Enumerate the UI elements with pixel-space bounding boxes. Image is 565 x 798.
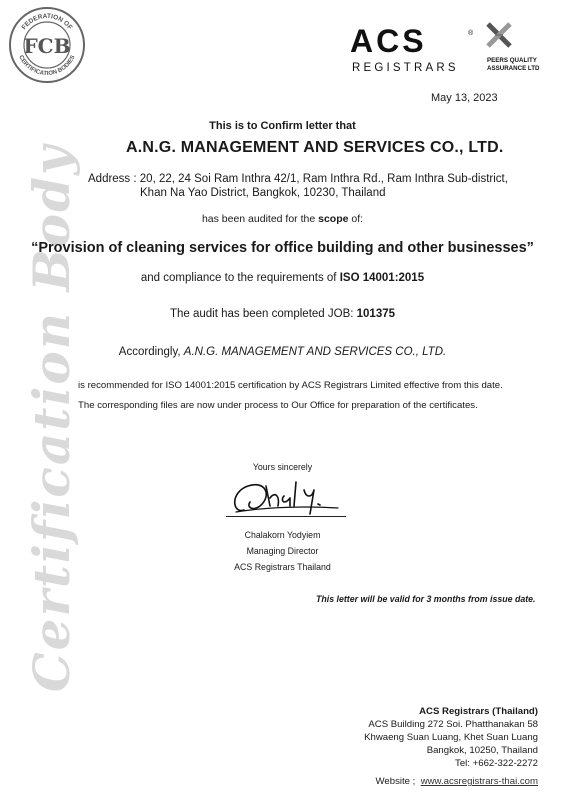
seal-monogram: FCB: [23, 34, 71, 58]
footer-company-name: ACS Registrars (Thailand): [419, 706, 538, 717]
footer-address-line-1: ACS Building 272 Soi. Phatthanakan 58: [368, 719, 538, 730]
address-line-1: Address : 20, 22, 24 Soi Ram Inthra 42/1, Ram Inthra Rd., Ram Inthra Sub-district,: [88, 173, 508, 185]
corresponding-files-text: The corresponding files are now under process to Our Office for preparation of the certificates.: [78, 400, 478, 411]
fcb-seal-logo: [8, 6, 86, 84]
signature-image: [226, 474, 346, 518]
signature-line: [226, 516, 346, 517]
confirm-heading: This is to Confirm letter that: [209, 120, 356, 132]
footer-address-line-2: Khwaeng Suan Luang, Khet Suan Luang: [364, 732, 538, 743]
recommendation-text: is recommended for ISO 14001:2015 certification by ACS Registrars Limited effective from this date.: [78, 380, 503, 391]
logo-registered-mark: ®: [468, 30, 474, 37]
certification-body-watermark: Certification Body: [22, 143, 81, 693]
audited-prefix: has been audited for the: [201, 213, 319, 225]
accordingly-statement: [0, 346, 565, 358]
accord-company: A.N.G. MANAGEMENT AND SERVICES CO., LTD.: [183, 346, 447, 358]
logo-tagline-1: PEERS QUALITY: [487, 57, 537, 64]
compliance-prefix: and compliance to the requirements of: [140, 272, 340, 284]
job-statement: [0, 308, 565, 320]
job-number: 101375: [356, 308, 396, 320]
logo-cross-icon: [488, 24, 510, 46]
footer-website-link[interactable]: www.acsregistrars-thai.com: [420, 776, 538, 787]
logo-tagline-2: ASSURANCE LTD: [487, 65, 540, 72]
footer-telephone: Tel: +662-322-2272: [455, 758, 538, 769]
accord-prefix: Accordingly,: [118, 346, 184, 358]
closing-text: Yours sincerely: [252, 462, 313, 472]
seal-ring-text-bottom: CERTIFICATION BODIES: [17, 54, 77, 78]
audited-statement: [0, 213, 565, 225]
footer-website-label: Website ;: [375, 776, 416, 787]
audited-suffix: of:: [348, 213, 364, 225]
letter-date: May 13, 2023: [431, 92, 498, 104]
compliance-statement: [0, 272, 565, 284]
company-name: A.N.G. MANAGEMENT AND SERVICES CO., LTD.: [126, 139, 504, 156]
address-line-2: Khan Na Yao District, Bangkok, 10230, Thailand: [140, 187, 386, 199]
seal-ring-text-top: FEDERATION OF: [20, 12, 74, 32]
signer-title: Managing Director: [246, 546, 319, 556]
signer-name: Chalakorn Yodyiem: [244, 530, 321, 540]
compliance-standard: ISO 14001:2015: [339, 272, 425, 284]
job-prefix: The audit has been completed JOB:: [169, 308, 357, 320]
footer-address-block: [364, 705, 538, 788]
footer-address-line-3: Bangkok, 10250, Thailand: [426, 745, 538, 756]
footer-website: [364, 775, 538, 788]
acs-registrars-logo: [350, 22, 550, 78]
validity-note: This letter will be valid for 3 months from issue date.: [316, 594, 536, 604]
logo-brand: ACS: [350, 23, 427, 59]
audited-scope-word: scope: [318, 213, 349, 225]
signer-organization: ACS Registrars Thailand: [234, 562, 331, 572]
logo-subtitle: REGISTRARS: [352, 62, 459, 74]
scope-text: “Provision of cleaning services for office building and other businesses”: [31, 240, 534, 256]
